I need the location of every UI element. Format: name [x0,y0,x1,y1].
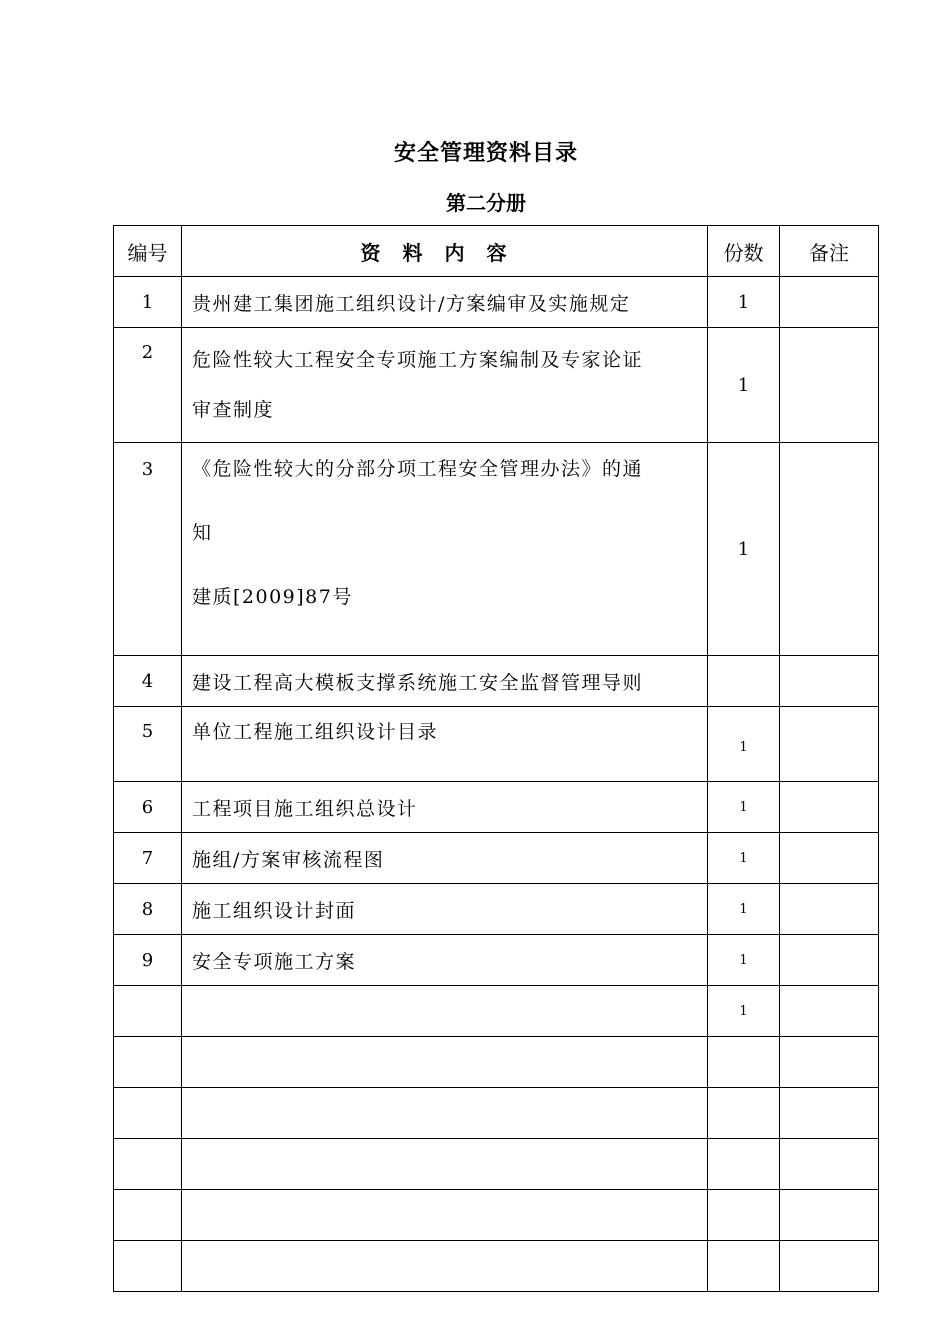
content-line: 贵州建工集团施工组织设计/方案编审及实施规定 [192,292,631,315]
row-content [182,277,708,328]
content-line: 危险性较大工程安全专项施工方案编制及专家论证 [192,349,644,371]
row-remarks [780,1190,879,1241]
row-remarks [780,1139,879,1190]
row-number [114,1241,182,1292]
content-line: 知 [192,522,213,544]
row-remarks [780,1088,879,1139]
row-number: 3 [114,443,182,656]
table-row [114,328,879,443]
table-row [114,1088,879,1139]
row-copies [708,1037,780,1088]
table-row [114,1190,879,1241]
row-number: 1 [114,277,182,328]
row-copies [708,1088,780,1139]
table-row [114,1139,879,1190]
content-line: 建质[2009]87号 [192,586,353,608]
row-content [182,1037,708,1088]
header-content: 资料内容 [182,226,708,277]
row-remarks [780,782,879,833]
table-row [114,707,879,782]
row-remarks [780,884,879,935]
row-copies: 1 [708,833,780,884]
row-content [182,1139,708,1190]
row-remarks [780,986,879,1037]
table-row [114,443,879,656]
row-content [182,986,708,1037]
row-content [182,782,708,833]
header-copies: 份数 [708,226,780,277]
content-line: 《危险性较大的分部分项工程安全管理办法》的通 [192,458,644,480]
row-copies [708,1241,780,1292]
table-header-row [114,226,879,277]
row-content [182,884,708,935]
catalog-table [113,225,879,1292]
row-content [182,328,708,443]
row-copies: 1 [708,782,780,833]
table-row [114,1037,879,1088]
row-remarks [780,328,879,443]
row-content [182,656,708,707]
row-copies: 1 [708,986,780,1037]
table-row [114,1241,879,1292]
table-row [114,656,879,707]
content-line: 单位工程施工组织设计目录 [192,721,439,743]
header-number: 编号 [114,226,182,277]
row-number [114,1190,182,1241]
row-number [114,1088,182,1139]
content-line: 施组/方案审核流程图 [192,848,385,871]
row-content [182,935,708,986]
row-copies: 1 [708,935,780,986]
row-number: 2 [114,328,182,443]
row-content [182,1088,708,1139]
row-number: 9 [114,935,182,986]
row-content [182,833,708,884]
document-subtitle: 第二分册 [446,191,526,215]
row-number: 4 [114,656,182,707]
table-row [114,782,879,833]
row-copies [708,1139,780,1190]
row-content [182,443,708,656]
row-copies: 1 [708,328,780,443]
row-copies [708,656,780,707]
table-row [114,884,879,935]
row-content [182,1241,708,1292]
row-copies: 1 [708,884,780,935]
row-number: 8 [114,884,182,935]
row-number [114,1139,182,1190]
row-remarks [780,833,879,884]
header-remarks: 备注 [780,226,879,277]
table-row [114,277,879,328]
row-remarks [780,1037,879,1088]
document-title: 安全管理资料目录 [393,140,578,166]
row-remarks [780,707,879,782]
row-content [182,707,708,782]
row-content [182,1190,708,1241]
row-copies: 1 [708,277,780,328]
row-copies: 1 [708,707,780,782]
table-row [114,986,879,1037]
content-line: 安全专项施工方案 [192,950,357,973]
row-number: 6 [114,782,182,833]
content-line: 施工组织设计封面 [192,899,357,922]
content-line: 建设工程高大模板支撑系统施工安全监督管理导则 [192,671,644,694]
row-remarks [780,277,879,328]
table-row [114,833,879,884]
row-copies [708,1190,780,1241]
row-remarks [780,1241,879,1292]
content-line: 审查制度 [192,399,275,421]
content-line: 工程项目施工组织总设计 [192,797,418,820]
row-number [114,986,182,1037]
row-remarks [780,656,879,707]
row-number: 7 [114,833,182,884]
row-copies: 1 [708,443,780,656]
row-number: 5 [114,707,182,782]
row-remarks [780,443,879,656]
row-remarks [780,935,879,986]
row-number [114,1037,182,1088]
table-row [114,935,879,986]
